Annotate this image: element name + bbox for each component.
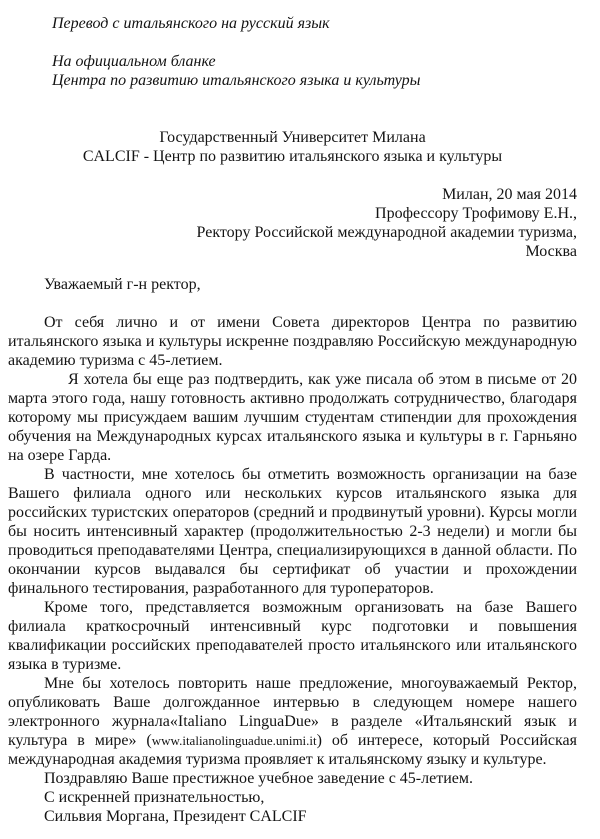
- interview-offer-text-before-url: Мне бы хотелось повторить наше предложение, многоуважаемый Ректор, опубликовать Ваше долгожданное интервью в следующем номере нашего электронного журнала«Italiano LinguaDue» в разделе «Итальянский язык и культура в мире» (: [8, 675, 577, 749]
- letterhead-note-line-2: Центра по развитию итальянского языка и культуры: [52, 72, 421, 89]
- letterhead-note-line-1: На официальном бланке: [52, 53, 216, 70]
- interview-offer-text-after-url: ) об интересе, который Российская международная академия туризма проявляет к итальянскому языку и культуре.: [8, 732, 577, 768]
- closing-congratulation-line: Поздравляю Ваше престижное учебное заведение с 45-летием.: [44, 770, 473, 787]
- addressee-name-line: Профессору Трофимову Е.Н.,: [375, 205, 577, 222]
- closing-valediction-line: С искренней признательностью,: [44, 789, 265, 806]
- date-place-line: Милан, 20 мая 2014: [442, 186, 577, 203]
- paragraph-teacher-training: Кроме того, представляется возможным организовать на базе Вашего филиала краткосрочный интенсивный курс подготовки и повышения квалификации российских преподавателей просто итальянского или итальянского языка в туризме.: [8, 599, 577, 673]
- paragraph-cooperation: Я хотела бы еще раз подтвердить, как уже писала об этом в письме от 20 марта этого года, нашу готовность активно продолжать сотрудничество, благодаря которому мы присуждаем вашим лучшим студентам стипендии для прохождения обучения на Международных курсах итальянского языка и культуры в г. Гарньяно на озере Гарда.: [8, 371, 577, 464]
- journal-url: www.italianolinguadue.unimi.it: [151, 733, 317, 748]
- address-block: [8, 185, 577, 261]
- paragraph-courses-proposal: В частности, мне хотелось бы отметить возможность организации на базе Вашего филиала одного или нескольких курсов итальянского языка для российских туристских операторов (средний и продвинутый уровни). Курсы могли бы носить интенсивный характер (продолжительностью 2-3 недели) и могли бы проводиться преподавателями Центра, специализирующихся в данной области. По окончании курсов выдавался бы сертификат об участии и прохождении финального тестирования, разработанного для туроператоров.: [8, 466, 577, 597]
- letter-body: [8, 313, 577, 826]
- organization-name: Государственный Университет Милана: [159, 129, 426, 146]
- addressee-city-line: Москва: [525, 243, 577, 260]
- addressee-title-line: Ректору Российской международной академии туризма,: [196, 224, 577, 241]
- paragraph-interview-offer: [8, 674, 577, 769]
- letterhead-note: [52, 52, 577, 90]
- salutation: Уважаемый г-н ректор,: [44, 276, 201, 293]
- signature-line: Сильвия Моргана, Президент CALCIF: [44, 808, 307, 825]
- paragraph-congratulations: От себя лично и от имени Совета директоров Центра по развитию итальянского языка и культуры искренне поздравляю Российскую международную академию туризма с 45-летием.: [8, 314, 577, 369]
- translation-note: Перевод с итальянского на русский язык: [52, 15, 330, 32]
- organization-header: [8, 128, 577, 166]
- organization-center-name: CALCIF - Центр по развитию итальянского языка и культуры: [82, 148, 503, 165]
